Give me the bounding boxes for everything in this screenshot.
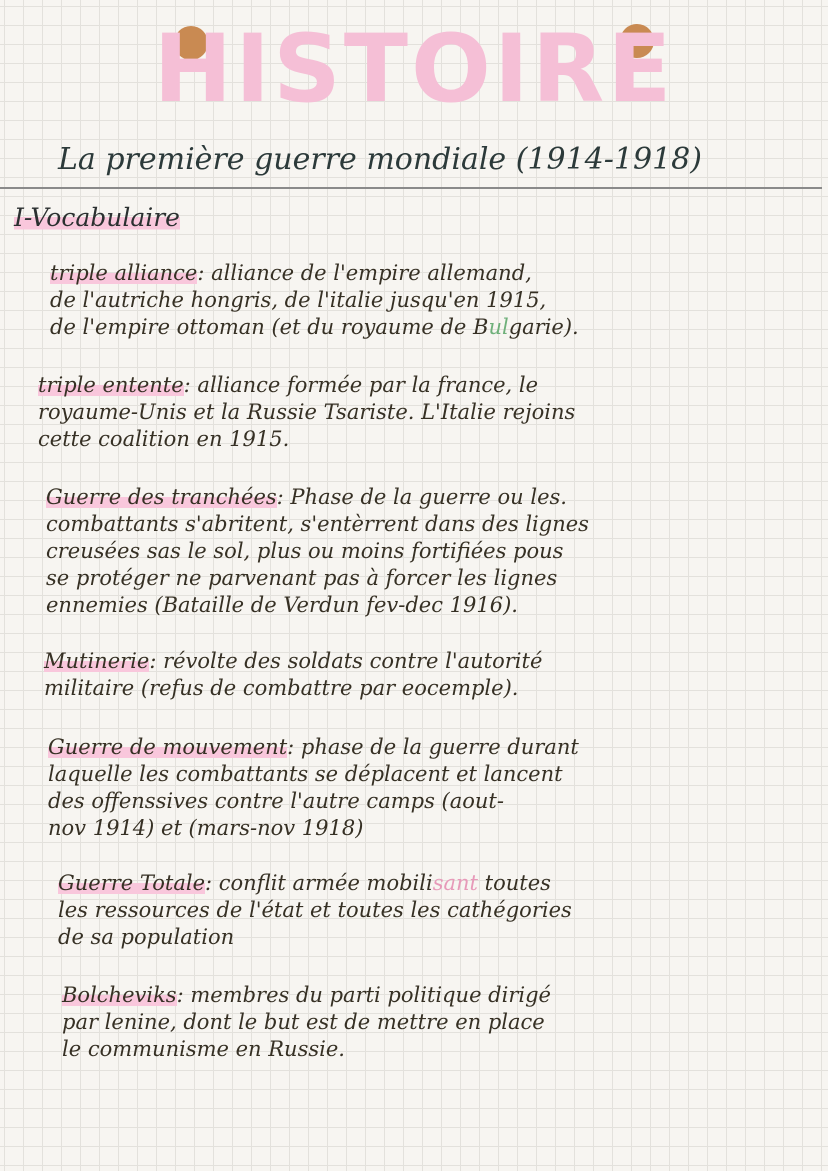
section-heading-text: I-Vocabulaire — [14, 203, 180, 232]
term-triple-entente: triple entente — [38, 373, 184, 397]
term-bolcheviks: Bolcheviks — [62, 983, 177, 1007]
definition-text: : membres du parti politique dirigé — [176, 983, 551, 1007]
definition-text: : révolte des soldats contre l'autorité — [149, 649, 543, 673]
definition-text: combattants s'abritent, s'entèrrent dans des lignes — [46, 512, 589, 536]
entry-line — [50, 314, 579, 341]
definition-text: : conflit armée mobili — [205, 871, 433, 895]
definition-text: le communisme en Russie. — [62, 1037, 345, 1061]
entry-line — [62, 982, 551, 1009]
entry-line — [48, 734, 579, 761]
entry-bolcheviks — [62, 982, 551, 1063]
entry-line — [38, 372, 575, 399]
page-title: HISTOIRE — [153, 15, 675, 124]
term-guerre-tranchees: Guerre des tranchées — [46, 485, 277, 509]
definition-text: : Phase de la guerre ou les. — [276, 485, 567, 509]
section-heading — [14, 198, 180, 238]
definition-text: par lenine, dont le but est de mettre en place — [62, 1010, 545, 1034]
term-triple-alliance: triple alliance — [50, 261, 198, 285]
entry-mutinerie — [44, 648, 542, 702]
definition-text: toutes — [477, 871, 551, 895]
definition-text: militaire (refus de combattre par eocemple). — [44, 676, 519, 700]
definition-text: garie). — [508, 315, 579, 339]
entry-line — [44, 648, 542, 675]
term-guerre-totale: Guerre Totale — [58, 871, 206, 895]
definition-text: se protéger ne parvenant pas à forcer les lignes — [46, 566, 558, 590]
definition-text: laquelle les combattants se déplacent et lancent — [48, 762, 563, 786]
title-divider — [0, 187, 822, 189]
definition-text: : alliance de l'empire allemand, — [197, 261, 532, 285]
entry-guerre-tranchees — [46, 484, 589, 619]
term-guerre-mouvement: Guerre de mouvement — [48, 735, 288, 759]
definition-text: de l'empire ottoman (et du royaume de B — [50, 315, 489, 339]
entry-line — [58, 870, 572, 897]
entry-triple-entente — [38, 372, 575, 453]
entry-guerre-totale — [58, 870, 572, 951]
definition-text: : phase de la guerre durant — [287, 735, 579, 759]
definition-text: de l'autriche hongris, de l'italie jusqu'en 1915, — [50, 288, 547, 312]
definition-text: les ressources de l'état et toutes les cathégories — [58, 898, 572, 922]
definition-text: royaume-Unis et la Russie Tsariste. L'Italie rejoins — [38, 400, 576, 424]
definition-text: de sa population — [58, 925, 235, 949]
definition-text: nov 1914) et (mars-nov 1918) — [48, 816, 364, 840]
term-mutinerie: Mutinerie — [44, 649, 150, 673]
entry-line — [46, 484, 589, 511]
definition-text: : alliance formée par la france, le — [183, 373, 539, 397]
definition-text: ennemies (Bataille de Verdun fev-dec 1916). — [46, 593, 518, 617]
definition-text: creusées sas le sol, plus ou moins fortifiées pous — [46, 539, 564, 563]
definition-text: des offenssives contre l'autre camps (aout- — [48, 789, 504, 813]
entry-guerre-mouvement — [48, 734, 579, 842]
entry-line — [50, 260, 579, 287]
page-subtitle: La première guerre mondiale (1914-1918) — [58, 142, 702, 177]
definition-text-pink: sant — [432, 871, 478, 895]
definition-text-green: ul — [488, 315, 509, 339]
definition-text: cette coalition en 1915. — [38, 427, 290, 451]
entry-triple-alliance — [50, 260, 579, 341]
